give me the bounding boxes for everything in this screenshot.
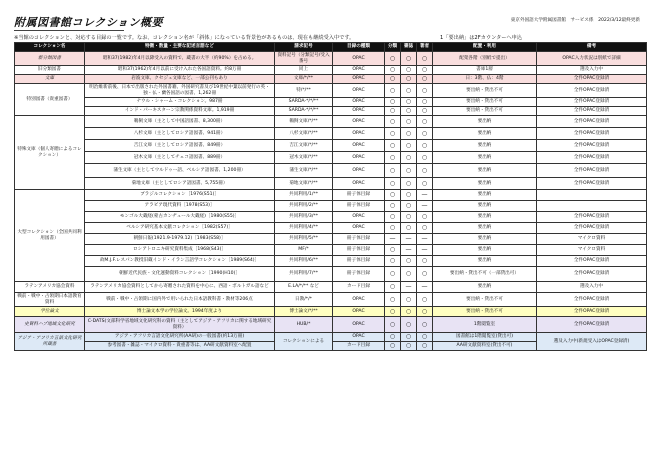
remarks-cell: 全件OPAC登録済 (537, 164, 647, 178)
section-label: 特殊文庫（個人寄贈によるコレクション） (15, 116, 85, 190)
section-label: 戦前・戦中・占領期日本語教育資料 (15, 293, 85, 307)
features-cell: アラビア現代資料［1978(S53)］ (85, 201, 275, 212)
col-header-title: 書誌 (401, 43, 417, 52)
callno-cell: 資料記号（分類記号/受入番号 (275, 52, 333, 66)
location-cell: 要出納 (433, 190, 537, 201)
author-cell: ○ (417, 84, 433, 98)
remarks-cell: 全件OPAC登録済 (537, 98, 647, 107)
class-cell: ○ (385, 152, 401, 164)
location-cell: 要出納・貸出不可 (433, 307, 537, 317)
title-cell: — (401, 234, 417, 245)
title-cell: ○ (401, 84, 417, 98)
features-cell: ブラジルコレクション［1976(S51)］ (85, 190, 275, 201)
class-cell: ○ (385, 116, 401, 128)
catalog-cell: OPAC (333, 52, 385, 66)
table-row (15, 66, 647, 75)
callno-cell: コレクションによる (275, 333, 333, 351)
remarks-cell (537, 190, 647, 201)
col-header-catalog: 目録の種類 (333, 43, 385, 52)
table-row (15, 317, 647, 333)
title-cell: ○ (401, 212, 417, 223)
callno-cell: 冠木文庫/*/** (275, 152, 333, 164)
remarks-cell: 全件OPAC登録済 (537, 307, 647, 317)
features-cell: ロシアトロニキ研究資料集成［1968(S43)］ (85, 245, 275, 256)
catalog-cell: カード目録 (333, 342, 385, 351)
features-cell: 博士論文本学の学位論文。1994年度より (85, 307, 275, 317)
request-note: 1「要出納」は2Fカウンターへ申込 (440, 35, 523, 41)
author-cell: ○ (417, 128, 433, 140)
callno-cell: 文庫/*/** (275, 75, 333, 84)
class-cell: ○ (385, 140, 401, 152)
features-cell: ナウル・シャーム・コレクション。987冊 (85, 98, 275, 107)
remarks-cell: 全件OPAC登録済 (537, 152, 647, 164)
table-row (15, 128, 647, 140)
title-cell: ○ (401, 190, 417, 201)
title-cell: ○ (401, 333, 417, 342)
location-cell: 要出納 (433, 212, 537, 223)
catalog-cell: 冊子体目録 (333, 245, 385, 256)
features-cell: モンゴル大蔵経(蒙古カンヂュール大蔵経)［1980(S55)］ (85, 212, 275, 223)
author-cell: ○ (417, 107, 433, 116)
features-cell: 明治維新前後、日本で出版された外国書籍、外国研究書及び19世紀中葉以前発行の英・独・仏・蘭各国語の図書、1,262冊 (85, 84, 275, 98)
catalog-cell: OPAC (333, 178, 385, 190)
author-cell: — (417, 245, 433, 256)
remarks-cell: 全件OPAC登録済 (537, 223, 647, 234)
class-cell: ○ (385, 98, 401, 107)
title-cell: ○ (401, 75, 417, 84)
author-cell: ○ (417, 267, 433, 282)
catalog-cell: 冊子体目録 (333, 190, 385, 201)
intro-note: ※当館のコレクションと、対応する目録の一覧です。なお、コレクション名が「斜体」になっている背景色があるものは、現在も継続受入中です。 (14, 35, 355, 41)
callno-cell: E.LA/*/** など (275, 282, 333, 293)
title-cell: ○ (401, 152, 417, 164)
callno-cell: 共同利用/7/** (275, 267, 333, 282)
features-cell: ラテンアメリカ協会資料としてから寄贈された資料を中心に、西語・ポルトガル語など (85, 282, 275, 293)
features-cell: 昭和37(1962)年4月以前に受け入れた各国語資料。約8万冊 (85, 66, 275, 75)
author-cell: ○ (417, 293, 433, 307)
title-cell: ○ (401, 140, 417, 152)
features-cell: 吉江文庫（主としてロシア語図書、849冊） (85, 140, 275, 152)
callno-cell: 菊地文庫/*/** (275, 178, 333, 190)
location-cell: 要出納 (433, 178, 537, 190)
callno-cell: 共同利用/1/** (275, 190, 333, 201)
remarks-cell: 全件OPAC登録済 (537, 267, 647, 282)
class-cell: ○ (385, 223, 401, 234)
table-row (15, 293, 647, 307)
table-row (15, 307, 647, 317)
title-cell: ○ (401, 342, 417, 351)
class-cell: ○ (385, 342, 401, 351)
author-cell: ○ (417, 178, 433, 190)
class-cell: ○ (385, 52, 401, 66)
table-row (15, 245, 647, 256)
title-cell: ○ (401, 164, 417, 178)
table-row (15, 84, 647, 98)
table-row (15, 190, 647, 201)
callno-cell: 蒲生文庫/*/** (275, 164, 333, 178)
remarks-cell: 全件OPAC登録済 (537, 140, 647, 152)
features-cell: 朝鮮日報(1921.9-1979.12)［1983(S58)］ (85, 234, 275, 245)
location-cell: 要出納 (433, 223, 537, 234)
location-cell: 要出納 (433, 256, 537, 267)
location-cell: 要出納・貸出不可 (433, 107, 537, 116)
table-row (15, 140, 647, 152)
author-cell: — (417, 201, 433, 212)
catalog-cell: OPAC (333, 164, 385, 178)
location-cell: 要出納・貸出不可 (433, 98, 537, 107)
title-cell: ○ (401, 256, 417, 267)
remarks-cell: 全件OPAC登録済 (537, 317, 647, 333)
location-cell: 要出納・貸出不可 (433, 293, 537, 307)
remarks-cell: マイクロ資料 (537, 234, 647, 245)
class-cell: ○ (385, 212, 401, 223)
class-cell: ○ (385, 333, 401, 342)
location-cell: 要出納 (433, 201, 537, 212)
remarks-cell: OPAC入力状況は別紙で詳細 (537, 52, 647, 66)
remarks-cell: 全件OPAC登録済 (537, 212, 647, 223)
features-cell: 朝鮮近代民族・文化運動資料コレクション［1990(H10)］ (85, 267, 275, 282)
title-cell: ○ (401, 116, 417, 128)
location-cell: AA研文献資料室(貸出不可) (433, 342, 537, 351)
features-cell: インド・パーキスターン宗教関係資料文庫。1,919冊 (85, 107, 275, 116)
catalog-cell: 冊子体目録 (333, 234, 385, 245)
class-cell: ○ (385, 164, 401, 178)
class-cell: ○ (385, 293, 401, 307)
author-cell: ○ (417, 223, 433, 234)
class-cell: — (385, 234, 401, 245)
author-cell: — (417, 282, 433, 293)
location-cell: 図書館は1階閲覧室(貸出可) (433, 333, 537, 342)
features-cell: C-DATS(文部科学省地域文化研究科の資料（主としてアジア・アフリカに関する地域研究資料） (85, 317, 275, 333)
class-cell: ○ (385, 107, 401, 116)
title-cell: ○ (401, 52, 417, 66)
class-cell: ○ (385, 75, 401, 84)
class-cell: ○ (385, 256, 401, 267)
class-cell: ○ (385, 307, 401, 317)
col-header-features: 特徴・数量・主要な記述言語など (85, 43, 275, 52)
table-row (15, 256, 647, 267)
features-cell: 昭和37(1982)年4月以降受入の資料で、蔵書の大半（約90%）を占める。 (85, 52, 275, 66)
author-cell: ○ (417, 317, 433, 333)
callno-cell: HUB/* (275, 317, 333, 333)
catalog-cell: OPAC (333, 223, 385, 234)
features-cell: 冠木文庫（主としてチェコ語図書、889冊） (85, 152, 275, 164)
col-header-location: 配置・利用 (433, 43, 537, 52)
location-cell: 要出納・貸出不可 (433, 84, 537, 98)
catalog-cell: OPAC (333, 293, 385, 307)
features-cell: ベルシア研究基本文献コレクション［1982(S57)］ (85, 223, 275, 234)
callno-cell: 共同利用/3/** (275, 212, 333, 223)
catalog-cell: OPAC (333, 116, 385, 128)
title-underline (14, 30, 124, 31)
author-cell: ○ (417, 116, 433, 128)
callno-cell: 共同利用/6/** (275, 256, 333, 267)
catalog-cell: 冊子体目録 (333, 201, 385, 212)
section-label: アジア・アフリカ言語文化研究所蔵書 (15, 333, 85, 351)
section-label: 史資料ハブ地域文化研究 (15, 317, 85, 333)
author-cell: ○ (417, 66, 433, 75)
location-cell: 要出納 (433, 164, 537, 178)
title-cell: ○ (401, 178, 417, 190)
callno-cell: 博士論文/*/** (275, 307, 333, 317)
author-cell: — (417, 190, 433, 201)
table-row (15, 152, 647, 164)
author-cell: ○ (417, 256, 433, 267)
remarks-cell: 全件OPAC登録済 (537, 128, 647, 140)
callno-cell: 日教/*/* (275, 293, 333, 307)
catalog-cell: OPAC (333, 307, 385, 317)
catalog-cell: OPAC (333, 84, 385, 98)
location-cell: 要出納 (433, 282, 537, 293)
catalog-cell: カード目録 (333, 282, 385, 293)
class-cell: ○ (385, 66, 401, 75)
section-label: 大型コレクション（全国共同利用図書） (15, 190, 85, 282)
class-cell: ○ (385, 245, 401, 256)
location-cell: 要出納 (433, 234, 537, 245)
callno-cell: 特/*/** (275, 84, 333, 98)
title-cell: ○ (401, 98, 417, 107)
class-cell: ○ (385, 178, 401, 190)
col-header-class: 分類 (385, 43, 401, 52)
section-label: 学位論文 (15, 307, 85, 317)
table-row (15, 178, 647, 190)
col-header-name: コレクション名 (15, 43, 85, 52)
catalog-cell: OPAC (333, 152, 385, 164)
callno-cell: 鵜飼文庫/*/** (275, 116, 333, 128)
catalog-cell: OPAC (333, 317, 385, 333)
remarks-cell: 全件OPAC登録済 (537, 116, 647, 128)
location-cell: 要出納 (433, 116, 537, 128)
table-row (15, 116, 647, 128)
location-cell: 要出納 (433, 152, 537, 164)
title-cell: ○ (401, 267, 417, 282)
table-row (15, 201, 647, 212)
remarks-cell: マイクロ資料 (537, 245, 647, 256)
section-label: 特別図書（貴重図書） (15, 84, 85, 116)
class-cell: ○ (385, 84, 401, 98)
author-cell: ○ (417, 307, 433, 317)
class-cell: ○ (385, 201, 401, 212)
features-cell: 鵜飼文庫（主として中国語図書、8,300冊） (85, 116, 275, 128)
table-row (15, 333, 647, 342)
catalog-cell: 冊子体目録 (333, 267, 385, 282)
remarks-cell: 全件OPAC登録済 (537, 293, 647, 307)
title-cell: ○ (401, 201, 417, 212)
location-cell: 1階閲覧室 (433, 317, 537, 333)
features-cell: 菊地文庫（主としてロシア語図書、5,755冊） (85, 178, 275, 190)
callno-cell: MF/* (275, 245, 333, 256)
section-label: 文庫 (15, 75, 85, 84)
callno-cell: 八杉文庫/*/** (275, 128, 333, 140)
title-cell: ○ (401, 317, 417, 333)
table-row (15, 282, 647, 293)
author-cell: ○ (417, 342, 433, 351)
author-cell: ○ (417, 75, 433, 84)
author-cell: ○ (417, 98, 433, 107)
catalog-cell: 冊子体目録 (333, 256, 385, 267)
catalog-cell: OPAC (333, 140, 385, 152)
remarks-cell: 遡及入力中(新規受入はOPAC登録済) (537, 333, 647, 351)
features-cell: 八杉文庫（主としてロシア語図書、941冊） (85, 128, 275, 140)
table-row (15, 212, 647, 223)
features-cell: 参考図書・雑誌・マイクロ資料・貴重書等は、AA研文献資料室へ配置 (85, 342, 275, 351)
title-cell: ○ (401, 107, 417, 116)
page-title: 附属図書館コレクション概要 (14, 16, 164, 29)
title-cell: ○ (401, 223, 417, 234)
callno-cell: SARDA-*/*/** (275, 98, 333, 107)
col-header-author: 著者 (417, 43, 433, 52)
catalog-cell: OPAC (333, 212, 385, 223)
title-cell: ○ (401, 307, 417, 317)
col-header-callno: 請求記号 (275, 43, 333, 52)
features-cell: アジア・アフリカ言語文化研究所(AA研)の一般図書(約13万冊) (85, 333, 275, 342)
remarks-cell: 全件OPAC登録済 (537, 75, 647, 84)
table-row (15, 52, 647, 66)
catalog-cell: OPAC (333, 107, 385, 116)
class-cell: ○ (385, 267, 401, 282)
callno-cell: 共同利用/4/** (275, 223, 333, 234)
class-cell: ○ (385, 317, 401, 333)
author-cell: ○ (417, 212, 433, 223)
location-cell: 日：3階、仏：4階 (433, 75, 537, 84)
remarks-cell: 遡及入力中 (537, 66, 647, 75)
location-cell: 要出納 (433, 140, 537, 152)
title-cell: ○ (401, 128, 417, 140)
class-cell: ○ (385, 190, 401, 201)
table-row (15, 164, 647, 178)
table-row (15, 234, 647, 245)
location-cell: 要出納・貸出不可（一部貸出可） (433, 267, 537, 282)
catalog-cell: OPAC (333, 333, 385, 342)
location-cell: 書庫1層 (433, 66, 537, 75)
features-cell: 蒲生文庫（主としてウルドゥー語、ベルシア語図書、1,200冊） (85, 164, 275, 178)
section-label: ラテンアメリカ協会資料 (15, 282, 85, 293)
catalog-cell: OPAC (333, 128, 385, 140)
remarks-cell: 全件OPAC登録済 (537, 107, 647, 116)
title-cell: — (401, 245, 417, 256)
callno-cell: SARDA-*/*/** (275, 107, 333, 116)
author-cell: ○ (417, 164, 433, 178)
table-row (15, 267, 647, 282)
author-cell: ○ (417, 152, 433, 164)
section-label: 新分類図書 (15, 52, 85, 66)
table-row (15, 223, 647, 234)
col-header-remarks: 備考 (537, 43, 647, 52)
title-cell: — (401, 282, 417, 293)
catalog-cell: OPAC (333, 75, 385, 84)
class-cell: ○ (385, 128, 401, 140)
location-cell: 要出納 (433, 128, 537, 140)
author-cell: ○ (417, 52, 433, 66)
callno-cell: 吉江文庫/*/** (275, 140, 333, 152)
callno-cell: 同上 (275, 66, 333, 75)
author-cell: — (417, 234, 433, 245)
remarks-cell (537, 201, 647, 212)
table-row (15, 98, 647, 107)
catalog-cell: OPAC (333, 98, 385, 107)
remarks-cell: 全件OPAC登録済 (537, 84, 647, 98)
remarks-cell: 全件OPAC登録済 (537, 178, 647, 190)
catalog-cell: OPAC (333, 66, 385, 75)
title-cell: ○ (401, 293, 417, 307)
last-updated: 東京外国語大学附属図書館 サービス係 2022/3/12最終更新 (510, 18, 640, 23)
location-cell: 配架各階（別紙で提出） (433, 52, 537, 66)
features-cell: 故M.J.F.レスパン教授旧蔵インド・イラン言語学コレクション［1989(S64)］ (85, 256, 275, 267)
table-row (15, 107, 647, 116)
title-cell: ○ (401, 66, 417, 75)
callno-cell: 共同利用/2/** (275, 201, 333, 212)
author-cell: ○ (417, 140, 433, 152)
author-cell: ○ (417, 333, 433, 342)
remarks-cell: 遡及入力中 (537, 282, 647, 293)
table-row (15, 75, 647, 84)
callno-cell: 共同利用/5/** (275, 234, 333, 245)
class-cell: ○ (385, 282, 401, 293)
header-row (15, 43, 647, 52)
collection-table (14, 42, 647, 351)
features-cell: 岩波文庫、クセジュ文庫など、一部公刊もあり (85, 75, 275, 84)
remarks-cell: 全件OPAC登録済 (537, 256, 647, 267)
section-label: 旧分類図書 (15, 66, 85, 75)
location-cell: 要出納 (433, 245, 537, 256)
features-cell: 戦前・戦中・占領期に国内外で用いられた日本語教科書・教材等206点 (85, 293, 275, 307)
